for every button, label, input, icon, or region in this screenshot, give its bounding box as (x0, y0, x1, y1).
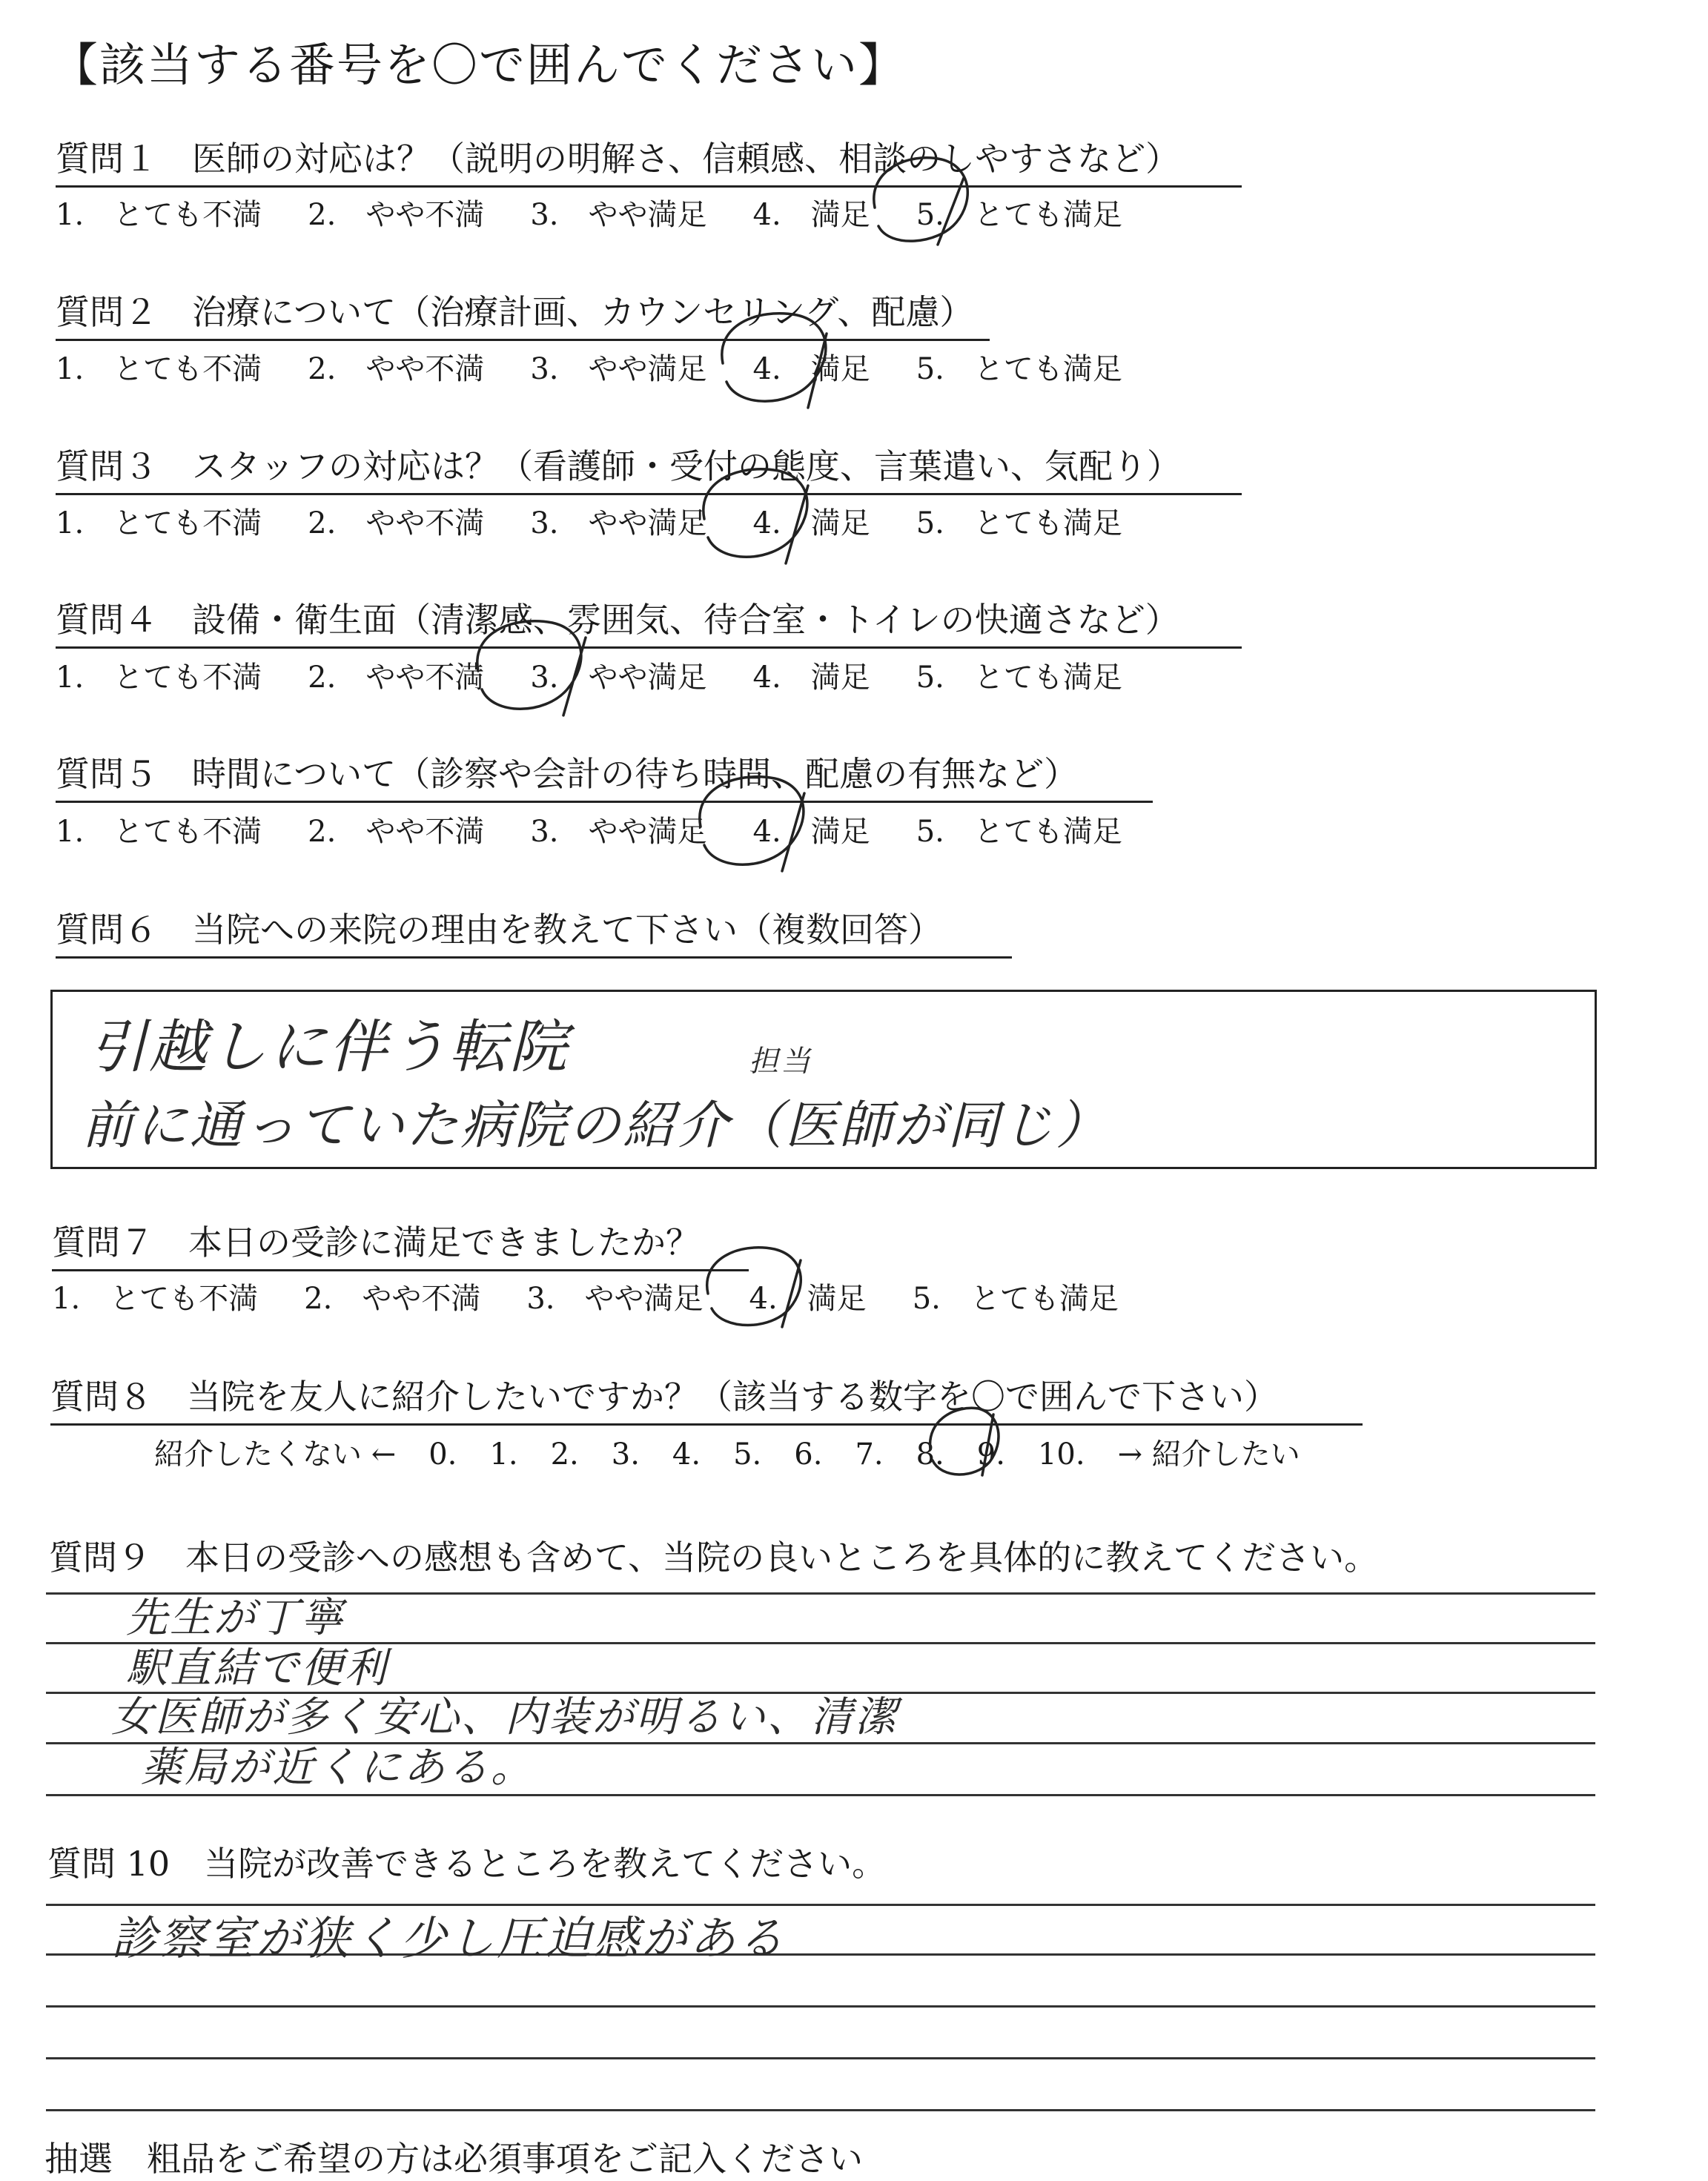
scale-6[interactable]: 6. (794, 1437, 823, 1472)
q7-option-4[interactable]: 4. 満足 (749, 1282, 867, 1316)
scale-left-label: 紹介したくない ← (154, 1437, 397, 1472)
scale-3[interactable]: 3. (611, 1437, 640, 1472)
question-2-label: 質問２ (56, 292, 158, 332)
q6-answer-line-2: 前に通っていた病院の紹介（医師が同じ） (82, 1095, 1110, 1156)
q5-circle (700, 777, 804, 871)
q5-option-3[interactable]: 3. やや満足 (530, 815, 707, 849)
q5-option-4[interactable]: 4. 満足 (752, 815, 870, 849)
q7-option-5[interactable]: 5. とても満足 (912, 1282, 1119, 1316)
q9-answer-line-3: 女医師が多く安心、内装が明るい、清潔 (111, 1693, 898, 1741)
footer-text: 抽選 粗品をご希望の方は必須事項をご記入ください (44, 2139, 863, 2179)
q4-option-3[interactable]: 3. やや満足 (530, 661, 707, 695)
q3-circle (704, 469, 808, 563)
q6-answer-note: 担当 (749, 1045, 812, 1079)
scale-0[interactable]: 0. (428, 1437, 457, 1472)
question-3-text: スタッフの対応は？（看護師・受付の態度、言葉遣い、気配り） (192, 446, 1181, 486)
question-10-text: 当院が改善できるところを教えてください。 (204, 1844, 887, 1884)
q3-option-4[interactable]: 4. 満足 (752, 506, 870, 540)
q3-option-2[interactable]: 2. やや不満 (308, 506, 485, 540)
question-5-text: 時間について（診察や会計の待ち時間、配慮の有無など） (192, 754, 1079, 794)
q2-option-2[interactable]: 2. やや不満 (308, 352, 485, 386)
question-3-label: 質問３ (56, 446, 158, 486)
q1-option-3[interactable]: 3. やや満足 (530, 198, 707, 232)
question-4-label: 質問４ (56, 600, 158, 640)
question-8-text: 当院を友人に紹介したいですか？（該当する数字を〇で囲んで下さい） (187, 1377, 1278, 1417)
q1-option-4[interactable]: 4. 満足 (752, 198, 870, 232)
q5-option-2[interactable]: 2. やや不満 (308, 815, 485, 849)
scale-8[interactable]: 8. (916, 1437, 944, 1472)
q4-circle (477, 621, 586, 715)
q4-option-2[interactable]: 2. やや不満 (308, 661, 485, 695)
q1-option-2[interactable]: 2. やや不満 (308, 198, 485, 232)
q5-option-1[interactable]: 1. とても不満 (56, 815, 262, 849)
question-6-text: 当院への来院の理由を教えて下さい（複数回答） (192, 910, 942, 950)
q4-option-5[interactable]: 5. とても満足 (916, 661, 1122, 695)
q3-option-3[interactable]: 3. やや満足 (530, 506, 707, 540)
scale-1[interactable]: 1. (489, 1437, 518, 1472)
q8-circle (930, 1408, 999, 1475)
q7-circle (707, 1248, 801, 1327)
q6-answer-line-1: 引越しに伴う転院 (89, 1014, 570, 1081)
q9-answer-line-1: 先生が丁寧 (126, 1594, 345, 1642)
question-1-text: 医師の対応は？（説明の明解さ、信頼感、相談のしやすさなど） (192, 139, 1180, 179)
q10-answer-line-1: 診察室が狭く少し圧迫感がある (111, 1911, 787, 1965)
scale-right-label: → 紹介したい (1117, 1437, 1300, 1472)
question-8-label: 質問８ (50, 1377, 153, 1417)
q1-circle (874, 158, 967, 245)
scale-5[interactable]: 5. (733, 1437, 762, 1472)
scale-2[interactable]: 2. (550, 1437, 579, 1472)
question-5-label: 質問５ (56, 754, 158, 794)
q2-option-4[interactable]: 4. 満足 (752, 352, 870, 386)
q3-option-1[interactable]: 1. とても不満 (56, 506, 262, 540)
q3-option-5[interactable]: 5. とても満足 (916, 506, 1122, 540)
scale-9[interactable]: 9. (976, 1437, 1005, 1472)
question-6-label: 質問６ (56, 910, 158, 950)
q7-option-2[interactable]: 2. やや不満 (304, 1282, 481, 1316)
q2-circle (722, 314, 827, 408)
q2-option-1[interactable]: 1. とても不満 (56, 352, 262, 386)
q4-option-4[interactable]: 4. 満足 (752, 661, 870, 695)
question-1-label: 質問１ (56, 139, 158, 179)
q7-option-1[interactable]: 1. とても不満 (52, 1282, 259, 1316)
q4-option-1[interactable]: 1. とても不満 (56, 661, 262, 695)
scale-7[interactable]: 7. (855, 1437, 884, 1472)
question-4-text: 設備・衛生面（清潔感、雰囲気、待合室・トイレの快適さなど） (192, 600, 1179, 640)
question-2-text: 治療について（治療計画、カウンセリング、配慮） (192, 292, 974, 332)
q2-option-5[interactable]: 5. とても満足 (916, 352, 1122, 386)
scale-10[interactable]: 10. (1037, 1437, 1085, 1472)
page-title: 【該当する番号を〇で囲んでください】 (52, 38, 907, 92)
q2-option-3[interactable]: 3. やや満足 (530, 352, 707, 386)
question-10-label: 質問 10 (47, 1844, 171, 1884)
question-7-text: 本日の受診に満足できましたか？ (188, 1222, 700, 1262)
question-9-label: 質問９ (49, 1538, 151, 1578)
scale-4[interactable]: 4. (672, 1437, 701, 1472)
q9-answer-line-4: 薬局が近くにある。 (141, 1744, 534, 1792)
q9-answer-line-2: 駅直結で便利 (126, 1644, 388, 1692)
question-9-text: 本日の受診への感想も含めて、当院の良いところを具体的に教えてください。 (185, 1538, 1379, 1578)
q1-option-1[interactable]: 1. とても不満 (56, 198, 262, 232)
q7-option-3[interactable]: 3. やや満足 (526, 1282, 704, 1316)
q5-option-5[interactable]: 5. とても満足 (916, 815, 1122, 849)
q1-option-5[interactable]: 5. とても満足 (916, 198, 1122, 232)
question-7-label: 質問７ (52, 1222, 154, 1262)
